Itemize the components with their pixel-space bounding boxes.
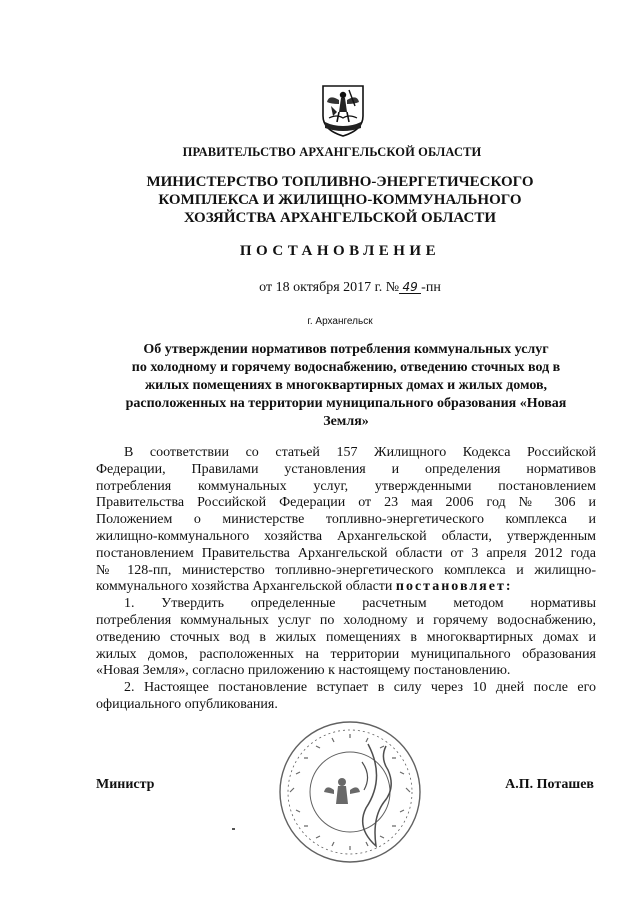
- paragraph-preamble: [96, 445, 596, 596]
- paragraph-item-2: [96, 680, 596, 714]
- text-line: постановлением Правительства Архангельской области от 3 апреля 2012 года: [96, 545, 596, 561]
- text-line: жилых домов, расположенных на территории муниципального образования: [96, 646, 596, 662]
- ministry-line: ХОЗЯЙСТВА АРХАНГЕЛЬСКОЙ ОБЛАСТИ: [183, 210, 497, 226]
- text-line: Положением о министерстве топливно-энергетического комплекса и: [96, 512, 596, 528]
- handwritten-number: 49: [399, 281, 421, 294]
- signature-title: Министр: [96, 777, 155, 792]
- text-line: потребления коммунальных услуг по холодному и горячему водоснабжению,: [96, 612, 596, 628]
- document-body: [96, 445, 596, 714]
- text-line: отведению сточных вод в жилых помещениях в многоквартирных домах и: [96, 629, 596, 645]
- number-suffix: -пн: [421, 280, 441, 295]
- paragraph-item-1: [96, 596, 596, 680]
- text-line: В соответствии со статьей 157 Жилищного Кодекса Российской: [124, 445, 596, 460]
- ministry-name: [110, 173, 570, 227]
- text-line: [96, 579, 596, 596]
- subject-line: жилых помещениях в многоквартирных домах и жилых домов,: [144, 378, 548, 393]
- subject-line: Земля»: [323, 414, 369, 429]
- text-line: «Новая Земля», согласно приложению к настоящему постановлению.: [96, 663, 511, 679]
- subject-line: расположенных на территории муниципального образования «Новая: [125, 396, 567, 411]
- text-line: жилищно-коммунального хозяйства Архангельской области, утвержденным: [96, 528, 596, 544]
- text-fragment: коммунального хозяйства Архангельской области: [96, 579, 393, 595]
- ministry-line: МИНИСТЕРСТВО ТОПЛИВНО-ЭНЕРГЕТИЧЕСКОГО: [146, 174, 534, 190]
- text-line: Правительства Российской Федерации от 23 мая 2006 год № 306 и: [96, 495, 596, 511]
- text-line: 2. Настоящее постановление вступает в силу через 10 дней после его: [124, 680, 596, 696]
- document-type: ПОСТАНОВЛЕНИЕ: [239, 243, 441, 259]
- resolves-keyword: постановляет:: [395, 579, 513, 595]
- ministry-line: КОМПЛЕКСА И ЖИЛИЩНО-КОММУНАЛЬНОГО: [158, 192, 522, 208]
- subject-line: по холодному и горячему водоснабжению, отведению сточных вод в: [131, 360, 561, 375]
- scan-speck: [232, 828, 235, 830]
- official-seal-stamp: [276, 718, 424, 866]
- text-line: официального опубликования.: [96, 696, 278, 712]
- text-line: № 128-пп, министерство топливно-энергетического комплекса и жилищно-: [96, 562, 596, 578]
- text-line: потребления коммунальных услуг, утвержденными постановлением: [96, 478, 596, 494]
- government-name: ПРАВИТЕЛЬСТВО АРХАНГЕЛЬСКОЙ ОБЛАСТИ: [182, 145, 482, 159]
- date-text: от 18 октября 2017 г. №: [259, 280, 400, 295]
- text-line: Федерации, Правилами установления и определения нормативов: [96, 461, 596, 477]
- date-and-number: [0, 280, 640, 296]
- text-line: 1. Утвердить определенные расчетным методом нормативы: [124, 596, 596, 612]
- subject-line: Об утверждении нормативов потребления коммунальных услуг: [143, 342, 549, 357]
- signatory-name: А.П. Поташев: [505, 777, 594, 792]
- coat-of-arms-icon: [319, 82, 367, 138]
- city: г. Архангельск: [307, 316, 373, 327]
- document-subject: [96, 341, 596, 431]
